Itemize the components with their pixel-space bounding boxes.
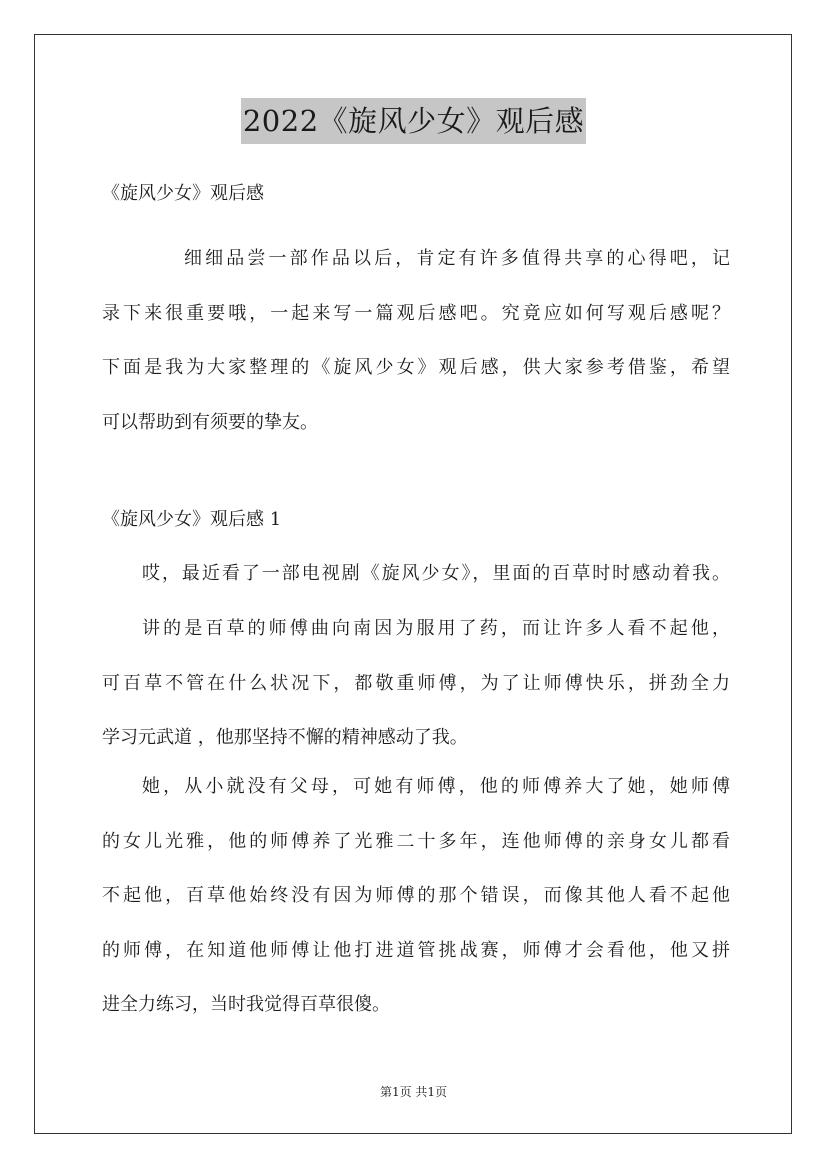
paragraph-2 (102, 602, 730, 766)
paragraph-1 (102, 547, 730, 602)
paragraph-line: 她，从小就没有父母，可她有师傅，他的师傅养大了她，她师傅 (142, 776, 730, 797)
page-number: 第1页 共1页 (379, 1085, 448, 1099)
intro-line: 录下来很重要哦，一起来写一篇观后感吧。究竟应如何写观后感呢？ (102, 302, 730, 324)
paragraph-line: 进全力练习，当时我觉得百草很傻。 (102, 994, 390, 1015)
paragraph-line: 的师傅，在知道他师傅让他打进道管挑战赛，师傅才会看他，他又拼 (102, 939, 730, 961)
paragraph-line: 学习元武道 ，他那坚持不懈的精神感动了我。 (102, 727, 468, 748)
paragraph-line: 讲的是百草的师傅曲向南因为服用了药，而让许多人看不起他， (142, 618, 730, 639)
document-title: 2022《旋风少女》观后感 (241, 98, 586, 144)
document-subtitle: 《旋风少女》观后感 (102, 183, 264, 204)
paragraph-line: 哎，最近看了一部电视剧《旋风少女》，里面的百草时时感动着我。 (142, 563, 730, 584)
section-heading: 《旋风少女》观后感 1 (102, 509, 282, 530)
paragraph-line: 可百草不管在什么状况下，都敬重师傅，为了让师傅快乐，拼劲全力 (102, 672, 730, 694)
intro-paragraph (102, 232, 730, 450)
paragraph-3 (102, 760, 730, 1033)
paragraph-line: 不起他，百草他始终没有因为师傅的那个错误，而像其他人看不起他 (102, 885, 730, 906)
intro-line: 可以帮助到有须要的挚友。 (102, 411, 318, 433)
paragraph-line: 的女儿光雅，他的师傅养了光雅二十多年，连他师傅的亲身女儿都看 (102, 830, 730, 852)
title-container (0, 98, 827, 144)
intro-line: 下面是我为大家整理的《旋风少女》观后感，供大家参考借鉴，希望 (102, 357, 730, 378)
intro-line: 细细品尝一部作品以后，肯定有许多值得共享的心得吧，记 (184, 248, 730, 269)
